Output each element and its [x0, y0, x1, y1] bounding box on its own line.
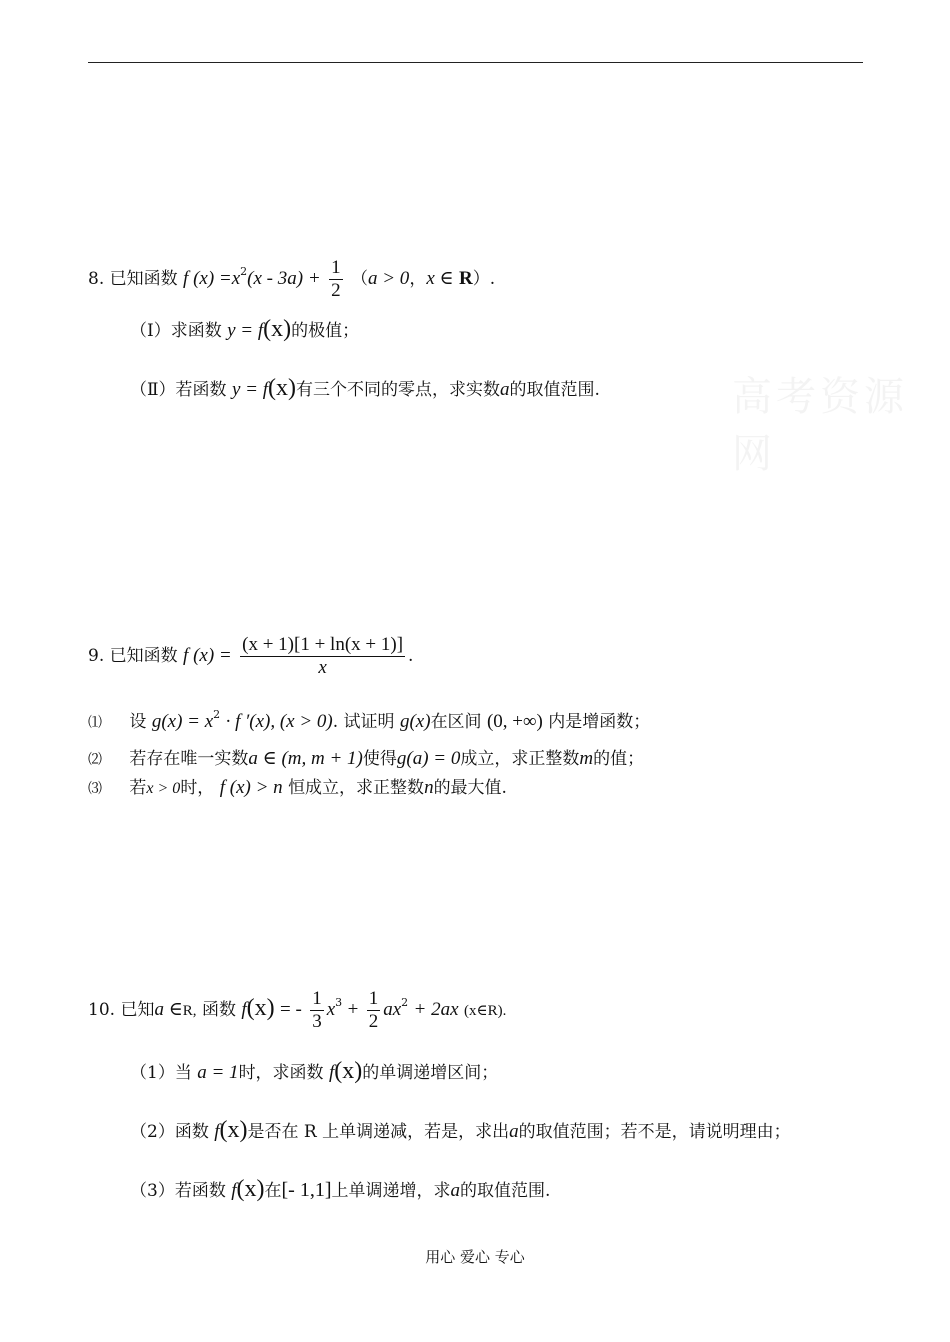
q8-p1-label: （Ⅰ）求函数: [130, 321, 222, 341]
q8-lead: 已知函数: [109, 269, 178, 289]
q10-part3: [130, 1177, 550, 1203]
q9-statement: [88, 634, 413, 679]
q10-f1-den: 3: [312, 1011, 322, 1032]
q10-p3-label: （3）若函数: [130, 1181, 226, 1201]
q9-p1-math3: g(x): [399, 711, 431, 732]
q9-p2-text4: 的值；: [593, 749, 645, 769]
q10-p1-label: （1）当: [130, 1063, 192, 1083]
q9-frac-num: (x + 1)[1 + ln(x + 1)]: [242, 634, 404, 655]
q8-frac-den: 2: [331, 280, 341, 301]
q10-p2-label: （2）函数: [130, 1122, 209, 1142]
q9-p1-text4: 内是增函数；: [548, 712, 651, 732]
q9-p3-text2: 时，: [180, 778, 215, 798]
q9-fx: f (x) =: [183, 645, 232, 666]
q10-f2-num: 1: [368, 988, 379, 1009]
q10-frac1: [310, 988, 324, 1033]
q9-p3-text1: 若: [129, 778, 147, 798]
q8-p1-math: y = f: [227, 320, 264, 341]
q8-p2-arg: (x): [268, 375, 296, 401]
q10-p3-f: f: [231, 1180, 237, 1201]
q8-cond-sep: ，: [409, 269, 427, 289]
header-rule: [88, 62, 863, 63]
q8-part2: [130, 376, 600, 402]
q9-p1-label: ⑴: [88, 715, 102, 731]
q9-end: .: [408, 646, 414, 666]
q10-lead: 已知: [120, 1000, 155, 1020]
q9-p2-text2: 使得: [362, 749, 397, 769]
q10-p2-text: 是否在 R 上单调递减，若是，求出: [247, 1122, 510, 1142]
q9-part3: [88, 776, 507, 801]
q9-part2: [88, 747, 644, 772]
q8-cond-open: （: [350, 269, 368, 289]
q10-R1: R,: [182, 1003, 197, 1019]
watermark: 高考资源网: [732, 374, 908, 477]
q10-p3-text2: 上单调递增，求: [331, 1181, 451, 1201]
q10-p2-f: f: [214, 1121, 220, 1142]
q8-cond-a: a > 0: [367, 268, 410, 289]
q9-fraction: [240, 634, 405, 679]
q9-p3-math2: f (x) > n: [219, 777, 283, 798]
q8-statement: [88, 257, 495, 302]
q10-p2-var: a: [509, 1121, 519, 1142]
q9-p3-text4: 的最大值.: [433, 778, 507, 798]
q10-statement: [88, 988, 506, 1033]
q10-tail: + 2ax: [413, 999, 459, 1020]
q10-p3-text: 在: [264, 1181, 282, 1201]
q10-fn: 函数: [201, 1000, 236, 1020]
q10-arg: (x): [246, 995, 275, 1021]
q10-f2-den: 2: [368, 1011, 379, 1032]
q10-p2-tail: 的取值范围；若不是，请说明理由；: [518, 1122, 791, 1142]
q10-f1-num: 1: [312, 988, 322, 1009]
q10-f: f: [241, 999, 247, 1020]
q8-fraction: [329, 257, 343, 302]
q9-p2-text1: 若存在唯一实数: [129, 749, 249, 769]
q9-p2-math2: g(a) = 0: [396, 748, 461, 769]
q10-eq: = -: [280, 999, 302, 1020]
q10-p1-arg: (x): [334, 1058, 363, 1084]
q8-p2-math: y = f: [231, 379, 269, 400]
q9-part1: [88, 703, 650, 735]
q8-x2: x: [231, 268, 241, 289]
q8-fx: f (x) =: [183, 268, 232, 289]
q9-p1-text3: 在区间: [430, 712, 482, 732]
q10-domain: (x∈R).: [463, 1003, 507, 1019]
q10-e3: 3: [335, 996, 343, 1009]
q8-p2-mid: 有三个不同的零点，求实数: [296, 380, 500, 400]
q8-p2-label: （Ⅱ）若函数: [130, 380, 227, 400]
q8-p2-var: a: [500, 379, 510, 400]
q10-ax2: ax: [383, 999, 402, 1020]
q9-p1-math: g(x) = x: [151, 711, 214, 732]
q10-p3-var: a: [450, 1180, 460, 1201]
q8-paren: (x - 3a) +: [247, 268, 321, 289]
q9-p2-math: a ∈ (m, m + 1): [248, 748, 363, 769]
q8-part1: [130, 317, 359, 343]
q9-number: 9.: [88, 646, 105, 666]
q8-exp: 2: [240, 265, 248, 278]
q9-p1-math2: · f ′(x), (x > 0): [225, 711, 333, 732]
q10-part2: [130, 1118, 791, 1144]
q10-p3-tail: 的取值范围.: [459, 1181, 551, 1201]
q9-p2-label: ⑵: [88, 752, 102, 768]
q9-p1-text2: . 试证明: [332, 712, 395, 732]
q10-p1-f: f: [328, 1062, 335, 1083]
q9-p3-label: ⑶: [88, 781, 102, 797]
q10-p1-text: 时，求函数: [238, 1063, 324, 1083]
q9-p3-var: n: [424, 777, 434, 798]
q9-lead: 已知函数: [109, 646, 178, 666]
q10-p3-interval: [- 1,1]: [281, 1179, 332, 1201]
q9-p1-exp: 2: [213, 708, 221, 721]
q9-p2-var: m: [579, 748, 594, 769]
q10-x3: x: [326, 999, 336, 1020]
q8-p1-tail: 的极值；: [291, 321, 360, 341]
q10-e2: 2: [401, 996, 409, 1009]
q8-p1-arg: (x): [263, 316, 292, 342]
q9-p3-math: x > 0: [146, 780, 181, 797]
q10-plus1: +: [347, 999, 359, 1020]
q8-frac-num: 1: [331, 257, 341, 278]
q10-part1: [130, 1059, 498, 1085]
q10-p3-arg: (x): [236, 1176, 265, 1202]
q8-number: 8.: [88, 269, 105, 289]
q8-p2-tail: 的取值范围.: [509, 380, 600, 400]
q9-p3-text3: 恒成立，求正整数: [288, 778, 425, 798]
q9-p2-text3: 成立，求正整数: [460, 749, 580, 769]
q10-a-in: a ∈: [154, 999, 183, 1020]
q10-p1-math: a = 1: [197, 1062, 239, 1083]
q10-p2-arg: (x): [219, 1117, 248, 1143]
q9-p1-text1: 设: [129, 712, 147, 732]
q8-cond-close: ）.: [472, 269, 496, 289]
page-footer: 用心 爱心 专心: [425, 1248, 525, 1266]
q10-p1-tail: 的单调递增区间；: [362, 1063, 499, 1083]
q10-frac2: [367, 988, 381, 1033]
q10-number: 10.: [88, 1000, 116, 1020]
q9-p1-interval: (0, +∞): [486, 711, 543, 732]
q8-cond-x: x ∈: [426, 268, 454, 289]
q8-cond-R: R: [458, 268, 473, 289]
q9-frac-den: x: [318, 657, 327, 678]
